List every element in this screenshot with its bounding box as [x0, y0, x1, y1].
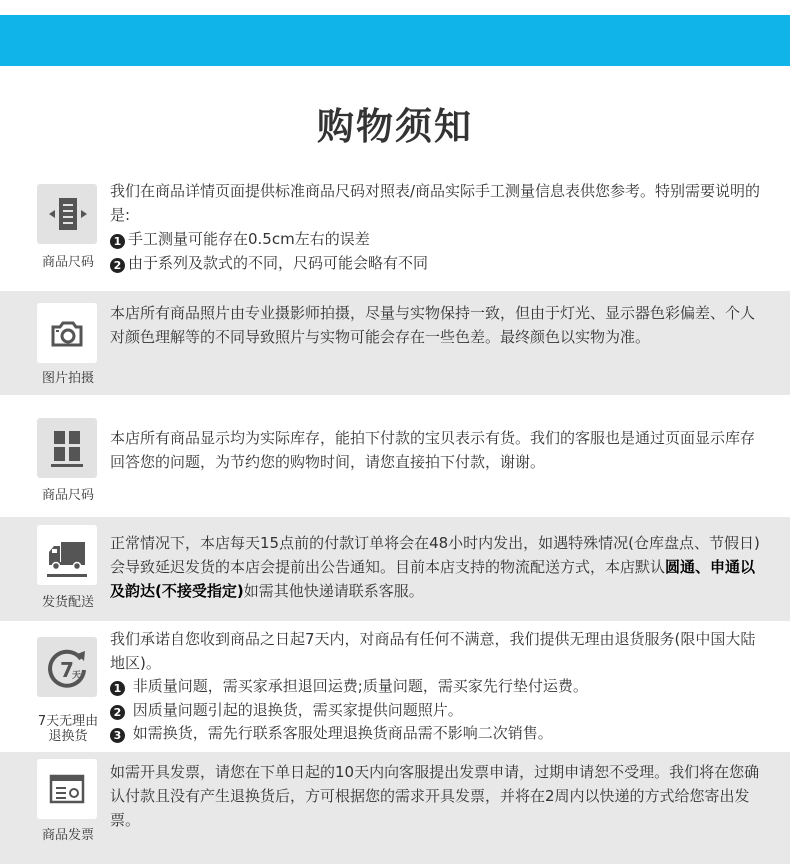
page-title: 购物须知 [317, 105, 473, 148]
return-days-number: 7 [60, 658, 74, 682]
seven-day-return-icon [37, 637, 97, 697]
courier-list: 圆通、申通以及韵达(不接受指定) [110, 558, 756, 600]
section-invoice [0, 752, 790, 864]
section-text: 正常情况下，本店每天15点前的付款订单将会在48小时内发出，如遇特殊情况(仓库盘点、节假日)会导致延迟发货的本店会提前出公告通知。目前本店支持的物流配送方式，本店默认圆通、申通以及韵达(不接受指定)如需其他快递请联系客服。 [110, 534, 760, 600]
section-returns [0, 624, 790, 748]
section-photo [0, 291, 790, 395]
number-marker: 1 [110, 234, 125, 249]
number-marker: 2 [110, 705, 125, 720]
list-item: 3 如需换货，需先行联系客服处理退换货商品需不影响二次销售。 [110, 722, 762, 746]
section-label: 图片拍摄 [41, 371, 94, 386]
delivery-truck-icon [37, 525, 97, 585]
section-label: 发货配送 [41, 595, 94, 610]
section-text [110, 628, 762, 746]
section-text [110, 179, 762, 275]
inventory-box-icon [37, 418, 97, 478]
camera-icon [37, 303, 97, 363]
section-label: 商品尺码 [41, 255, 94, 270]
size-chart-icon [37, 184, 97, 244]
return-days-unit: 天 [72, 671, 82, 681]
list-item: 1 非质量问题，需买家承担退回运费;质量问题，需买家先行垫付运费。 [110, 675, 762, 699]
section-label: 7天无理由 退换货 [37, 714, 99, 744]
list-item: 1 手工测量可能存在0.5cm左右的误差 [110, 227, 762, 251]
list-item: 2 因质量问题引起的退换货，需买家提供问题照片。 [110, 699, 762, 723]
invoice-icon [37, 759, 97, 819]
section-inventory [0, 404, 790, 510]
section-delivery [0, 517, 790, 621]
section-label: 商品尺码 [41, 488, 94, 503]
section-text: 如需开具发票，请您在下单日起的10天内向客服提出发票申请，过期申请恕不受理。我们将在您确认付款且没有产生退换货后，方可根据您的需求开具发票，并将在2周内以快递的方式给您寄出发票。 [110, 763, 760, 829]
number-marker: 1 [110, 681, 125, 696]
section-text: 本店所有商品显示均为实际库存，能拍下付款的宝贝表示有货。我们的客服也是通过页面显示库存回答您的问题，为节约您的购物时间，请您直接拍下付款，谢谢。 [110, 429, 756, 471]
intro-text: 我们在商品详情页面提供标准商品尺码对照表/商品实际手工测量信息表供您参考。特别需要说明的是: [110, 182, 761, 224]
section-text: 本店所有商品照片由专业摄影师拍摄，尽量与实物保持一致，但由于灯光、显示器色彩偏差、个人对颜色理解等的不同导致照片与实物可能会存在一些色差。最终颜色以实物为准。 [110, 304, 756, 346]
list-item: 2 由于系列及款式的不同，尺码可能会略有不同 [110, 251, 762, 275]
top-banner-bar [0, 15, 790, 66]
number-marker: 3 [110, 728, 125, 743]
section-size [0, 170, 790, 282]
number-marker: 2 [110, 258, 125, 273]
intro-text: 我们承诺自您收到商品之日起7天内，对商品有任何不满意，我们提供无理由退货服务(限中国大陆地区)。 [110, 630, 756, 672]
section-label: 商品发票 [41, 828, 94, 843]
